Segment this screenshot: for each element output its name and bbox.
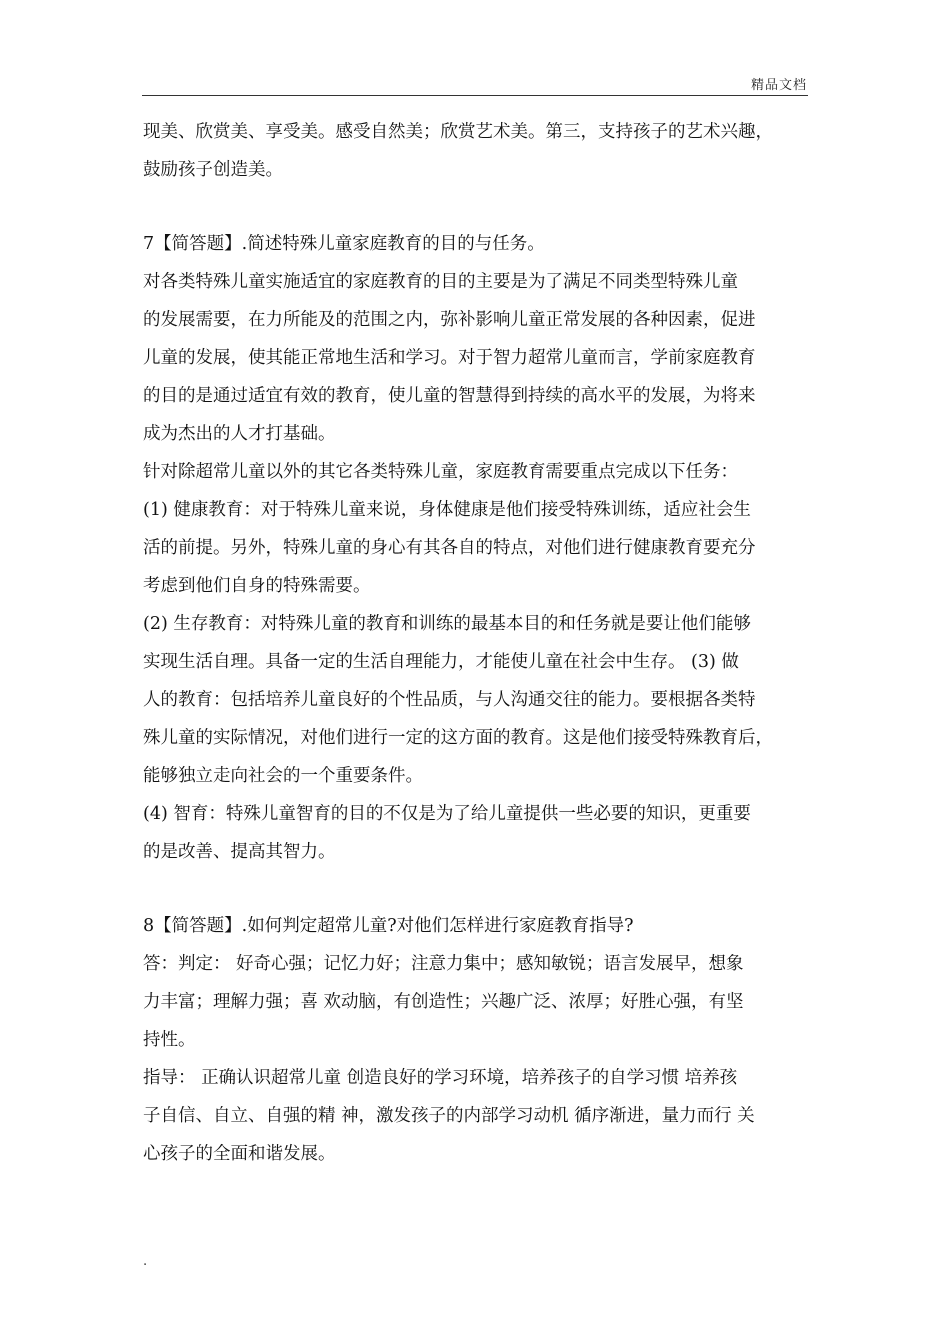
text-line: 答：判定： 好奇心强；记忆力好；注意力集中；感知敏锐；语言发展早，想象: [143, 954, 744, 974]
paragraph-block: [143, 113, 811, 189]
text-line: 指导： 正确认识超常儿童 创造良好的学习环境，培养孩子的自学习惯 培养孩: [143, 1068, 738, 1088]
text-line: 的是改善、提高其智力。: [143, 842, 336, 862]
question-title: 7【简答题】.简述特殊儿童家庭教育的目的与任务。: [143, 234, 545, 254]
text-line: 对各类特殊儿童实施适宜的家庭教育的目的主要是为了满足不同类型特殊儿童: [143, 272, 738, 292]
text-line: 针对除超常儿童以外的其它各类特殊儿童，家庭教育需要重点完成以下任务：: [143, 462, 738, 482]
text-line: 人的教育：包括培养儿童良好的个性品质，与人沟通交往的能力。要根据各类特: [143, 690, 756, 710]
header-rule: [142, 95, 808, 96]
text-line: 实现生活自理。具备一定的生活自理能力，才能使儿童在社会中生存。 (3) 做: [143, 652, 739, 672]
question-7-block: [143, 225, 811, 871]
footer-mark: .: [143, 1254, 148, 1269]
section-gap: [143, 871, 811, 907]
text-line: 活的前提。另外，特殊儿童的身心有其各自的特点，对他们进行健康教育要充分: [143, 538, 756, 558]
text-line: (2) 生存教育：对特殊儿童的教育和训练的最基本目的和任务就是要让他们能够: [143, 614, 751, 634]
text-line: 持性。: [143, 1030, 196, 1050]
text-line: (4) 智育：特殊儿童智育的目的不仅是为了给儿童提供一些必要的知识，更重要: [143, 804, 751, 824]
text-line: 子自信、自立、自强的精 神，激发孩子的内部学习动机 循序渐进，量力而行 关: [143, 1106, 755, 1126]
text-line: 鼓励孩子创造美。: [143, 160, 283, 180]
question-8-block: [143, 907, 811, 1173]
text-line: 考虑到他们自身的特殊需要。: [143, 576, 371, 596]
text-line: 现美、欣赏美、享受美。感受自然美；欣赏艺术美。第三，支持孩子的艺术兴趣，: [143, 122, 773, 142]
question-title: 8【简答题】.如何判定超常儿童?对他们怎样进行家庭教育指导?: [143, 916, 634, 936]
text-line: (1) 健康教育：对于特殊儿童来说，身体健康是他们接受特殊训练，适应社会生: [143, 500, 751, 520]
text-line: 成为杰出的人才打基础。: [143, 424, 336, 444]
document-body: [143, 113, 811, 1173]
text-line: 心孩子的全面和谐发展。: [143, 1144, 336, 1164]
text-line: 的目的是通过适宜有效的教育，使儿童的智慧得到持续的高水平的发展，为将来: [143, 386, 756, 406]
text-line: 的发展需要，在力所能及的范围之内，弥补影响儿童正常发展的各种因素，促进: [143, 310, 756, 330]
text-line: 儿童的发展，使其能正常地生活和学习。对于智力超常儿童而言，学前家庭教育: [143, 348, 756, 368]
header-label: 精品文档: [750, 78, 807, 93]
text-line: 力丰富；理解力强；喜 欢动脑，有创造性；兴趣广泛、浓厚；好胜心强，有坚: [143, 992, 744, 1012]
text-line: 殊儿童的实际情况，对他们进行一定的这方面的教育。这是他们接受特殊教育后，: [143, 728, 773, 748]
section-gap: [143, 189, 811, 225]
text-line: 能够独立走向社会的一个重要条件。: [143, 766, 423, 786]
